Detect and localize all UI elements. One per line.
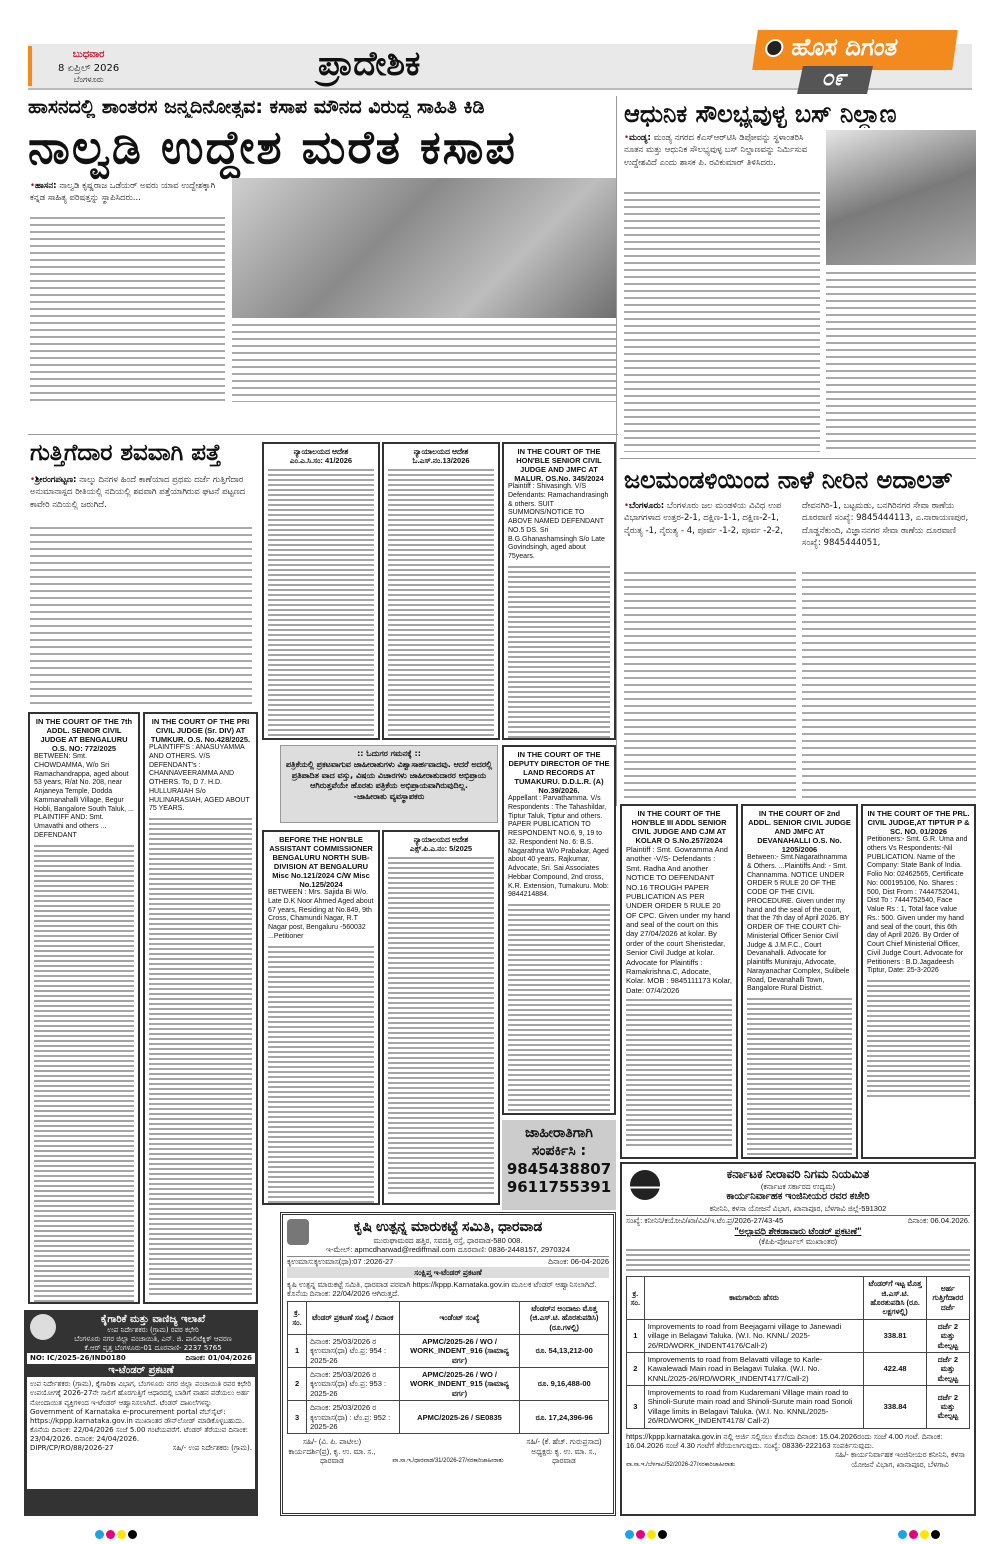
registration-dot (647, 1530, 656, 1539)
story2-lead: •ಶ್ರೀರಂಗಪಟ್ಟಣ: ನಾಲ್ಕು ದಿನಗಳ ಹಿಂದೆ ಕಾಣೆಯಾದ ಪ್ರಥಮ ದರ್ಜೆ ಗುತ್ತಿಗೆದಾರ ಅನುಮಾನಾಸ್ಪದ ರೀತಿಯಲ್ಲಿ ನದಿಯಲ್ಲಿ ಶವವಾಗಿ ಪತ್ತೆಯಾಗಿರುವ ಘಟನೆ ಪಟ್ಟಣದ ಕಾವೇರಿ ನದಿಯಲ್ಲಿ ಜರುಗಿದೆ. (30, 475, 246, 510)
bus-body-text-2 (826, 270, 976, 452)
apmc-contact: ಇ-ಮೇಲ್: apmcdharwad@rediffmail.com ದೂರವಾಣಿ: 0836-2448157, 2970324 (325, 1244, 571, 1254)
legal-notice-devanahalli: IN THE COURT OF 2nd ADDL. SENIOR CIVIL JUDGE AND JMFC AT DEVANAHALLI O.S. No. 1205/2006 Between:- Smt.Nagarathnamma & Others. ...Plaintiffs And: - Smt. Channamma. NOTICE UNDER ORDER 5 RULE 20 OF THE CODE OF THE CIVIL PROCEDURE. Given under my hand and the seal of the court, that the 7th day of April 2026. BY ORDER OF THE COURT Chi-Ministerial Officer Senior Civil Judge & J.M.F.C., Court Devanahalli. Advocate for plaintiffs Muniraju, Advocate, Narayanachar Complex, Sulibele Road, Devanahalli Town, Bangalore Rural District. (741, 804, 858, 1159)
column-header: ಟೆಂಡರ್‌ಗೆ ಇಟ್ಟ ಮೊತ್ತ ಜಿ.ಎಸ್.ಟಿ. ಹೊರತುಪಡಿಸಿ (ರೂ. ಲಕ್ಷಗಳಲ್ಲಿ) (864, 1277, 926, 1320)
legal-notice-tiptur: IN THE COURT OF THE PRL. CIVIL JUDGE,AT TIPTUR P & SC. NO. 01/2026 Petitioners:- Smt. G.R. Uma and others Vs Respondents:-Nil PUBLICATION. Name of the Company: State Bank of India. Folio No: 02462565, Certificate No: 000195106, No. Shares : 500, Dist From : 7444752041, Dist To : 7444752540, Face Value Rs : 1, Total face value Rs.: 500. Given under my hand and seal of the court, this 6th day of April 2026. By Order of Court Chief Ministerial Officer, Civil Judge Court. Advocate for Petitioners : B.D.Jagadeesh Tiptur, Date: 25-3-2026 (861, 804, 976, 1159)
table-row (627, 1386, 970, 1429)
story2-headline: ಗುತ್ತಿಗೆದಾರ ಶವವಾಗಿ ಪತ್ತೆ (30, 440, 222, 466)
bus-headline: ಆಧುನಿಕ ಸೌಲಭ್ಯವುಳ್ಳ ಬಸ್ ನಿಲ್ದಾಣ (624, 100, 897, 128)
story2-body-text (30, 525, 252, 705)
knnl-tender (620, 1162, 976, 1516)
table-cell: ರೂ. 54,13,212-00 (520, 1334, 609, 1367)
table-cell: 3 (288, 1401, 307, 1434)
paper-name: ಹೊಸ ದಿಗಂತ (789, 33, 900, 61)
apmc-address: ಮುರುಘಾಮಠದ ಹತ್ತಿರ, ಸವದತ್ತಿ ರಸ್ತೆ, ಧಾರವಾಡ-580 008. (373, 1235, 523, 1245)
table-cell: ದಿನಾಂಕ: 25/03/2026 ರ ಕೃಉಮಾಸ(ಧಾ) : ಟೆಂ.ಪ್ರ: 952 : 2025-26 (307, 1401, 400, 1434)
apmc-org: ಕೃಷಿ ಉತ್ಪನ್ನ ಮಾರುಕಟ್ಟೆ ಸಮಿತಿ, ಧಾರವಾಡ (353, 1218, 543, 1234)
knnl-org: ಕರ್ನಾಟಕ ನೀರಾವರಿ ನಿಗಮ ನಿಯಮಿತ (726, 1167, 870, 1181)
date-block (58, 48, 119, 86)
table-cell: APMC/2025-26 / WO / WORK_INDENT_915 (ಸಾಮಾನ್ಯ ವರ್ಗ) (399, 1368, 520, 1401)
registration-dot (95, 1530, 104, 1539)
print-registration-marks (625, 1524, 669, 1543)
print-registration-marks (95, 1524, 139, 1543)
knnl-ref: ಸಂಖ್ಯೆ: ಕನೀನಿನಿ/ಕಯೋವಿ/ಖಾ/ವಿವಿ/ಇ.ಟೆಂ.ಪ್ರ/2026-27/43-45 (626, 1216, 784, 1226)
table-cell: 422.48 (864, 1352, 926, 1385)
table-cell: Improvements to road from Belavatti village to Karle-Kawalewadi Main road in Belagavi Tulaka. (W.I. No. KNNL/2025-26/RD/WORK_INDENT4177/Call-2) (644, 1352, 864, 1385)
kannada-notice-2: ನ್ಯಾಯಾಲಯದ ಆದೇಶ ಓ.ಎಸ್.ನಂ.13/2026 (382, 442, 500, 740)
registration-dot (117, 1530, 126, 1539)
registration-dot (625, 1530, 634, 1539)
water-lead-2: ದೇವನಗಿರಿ-1, ಬಟ್ಟಮಡು, ಬನಗಿರಿನಗರ ಸೇವಾ ಠಾಣೆಯ ದೂರವಾಣಿ ಸಂಖ್ಯೆ: 9845444113, ಎ.ನಾರಾಯಣಪುರ, ದೊಡ್ಡನೆಕುಂದಿ, ವಿಜ್ಞಾನನಗರ ಸೇವಾ ಠಾಣೆಯ ದೂರವಾಣಿ ಸಂಖ್ಯೆ: 9845444051, (802, 501, 969, 548)
table-cell: 338.84 (864, 1386, 926, 1429)
main-kicker: ಹಾಸನದಲ್ಲಿ ಶಾಂತರಸ ಜನ್ಮದಿನೋತ್ಸವ: ಕಸಾಪ ಮೌನದ ವಿರುದ್ಧ ಸಾಹಿತಿ ಕಿಡಿ (28, 96, 485, 118)
bus-body-text (624, 190, 820, 452)
knnl-sign: ಸಹಿ/- ಕಾರ್ಯನಿರ್ವಾಹಕ ಇಂಜಿನೀಯರ ಕನೀನಿನಿ, ಕಳಸಾ ಯೋಜನೆ ವಿಭಾಗ, ಖಾನಾಪೂರ, ಬೆಳಗಾವಿ (835, 1450, 965, 1469)
apmc-table (287, 1301, 609, 1435)
table-cell: 2 (288, 1368, 307, 1401)
column-header: ಟೆಂಡರ್ ಪ್ರಕಟಣೆ ಸಂಖ್ಯೆ / ದಿನಾಂಕ (307, 1301, 400, 1334)
apmc-ref: ಕೃಉಮಾಸ:ಕೃಉಮಾಸ(ಧಾ):07 :2026-27 (287, 1257, 394, 1267)
knnl-office: ಕಾರ್ಯನಿರ್ವಾಹಕ ಇಂಜಿನೀಯರ ರವರ ಕಚೇರಿ (726, 1191, 870, 1203)
registration-dot (931, 1530, 940, 1539)
readers-notice (280, 745, 498, 823)
registration-dot (636, 1530, 645, 1539)
main-lead: •ಹಾಸನ: ನಾಲ್ವಡಿ ಕೃಷ್ಣರಾಜ ಒಡೆಯರ್ ಅವರು ಯಾವ ಉದ್ದೇಶಕ್ಕಾಗಿ ಕನ್ನಡ ಸಾಹಿತ್ಯ ಪರಿಷತ್ತನ್ನು ಸ್ಥಾಪಿಸಿದರು... (30, 181, 216, 204)
main-headline: ನಾಲ್ವಡಿ ಉದ್ದೇಶ ಮರೆತ ಕಸಾಪ (28, 120, 517, 174)
page-number: ೦೯ (797, 66, 873, 94)
table-header (288, 1301, 609, 1334)
main-body-text-2 (232, 322, 616, 402)
readers-notice-body: ಪತ್ರಿಕೆಯಲ್ಲಿ ಪ್ರಕಟವಾಗುವ ಜಾಹೀರಾತುಗಳು ವಿಶ್ವಾಸಾರ್ಹವಾದವು. ಆದರೆ ಅದರಲ್ಲಿ ಪ್ರತಿಪಾದಿತ ವಾದ ವಸ್ತು, ವಿಷಯ ವಿಚಾರಗಳು ಜಾಹೀರಾತುದಾರರ ಅಭಿಪ್ರಾಯ ಆಗಿರುತ್ತವೆಯೇ ಹೊರತು ಪತ್ರಿಕೆಯ ಅಭಿಪ್ರಾಯವಾಗಿರುವುದಿಲ್ಲ. (285, 759, 493, 791)
date: 8 ಏಪ್ರಿಲ್ 2026 (58, 62, 120, 74)
ad-contact-box (502, 1120, 616, 1210)
apmc-date: ದಿನಾಂಕ: 06-04-2026 (548, 1257, 609, 1267)
table-cell: ದರ್ಜೆ 2 ಮತ್ತು ಮೇಲ್ಪಟ್ಟ (926, 1386, 969, 1429)
column-header: ಅರ್ಹ ಗುತ್ತಿಗೆದಾರರ ದರ್ಜೆ (926, 1277, 969, 1320)
table-cell: Improvements to road from Beejagarni village to Janewadi village in Belagavi Taluka. (W.I. No. KNNL/ 2025-26/RD/WORK_INDENT4176/Call-2) (644, 1319, 864, 1352)
registration-dot (920, 1530, 929, 1539)
main-photo (232, 178, 616, 318)
industry-body: ಉಪ ನಿರ್ದೇಶಕರು (ಗ್ರಾಮ), ಕೈಗಾರಿಕಾ ವಿಭಾಗ, ಬೆಂಗಳೂರು ನಗರ ಜಿಲ್ಲಾ ಪಂಚಾಯಿತಿ ರವರ ಕಛೇರಿ ಉಪಯೋಗಕ್ಕೆ 2026-27ನೇ ಸಾಲಿಗೆ ಹೊರಗುತ್ತಿಗೆ ಆಧಾರದಲ್ಲಿ ಬಾಡಿಗೆ ವಾಹನ ಪಡೆಯಲು ಅರ್ಹ ನೋಂದಾಯಿತ ವ್ಯಕ್ತಿಗಳಿಂದ ಇ-ಟೆಂಡರ್ ಆಹ್ವಾನಿಸಲಾಗಿದೆ. ಟೆಂಡರ್ ದಾಖಲೆಗಳನ್ನು Government of Karnataka e-procurement portal ವೆಬ್‌ಸೈಟ್: https://kppp.karnataka.gov.in ಮುಖಾಂತರ ಡೌನ್‌ಲೋಡ್ ಮಾಡಿಕೊಳ್ಳಬಹುದು. ಕೊನೆಯ ದಿನಾಂಕ: 22/04/2026 ಸಂಜೆ 5.00 ಗಂಟೆಯವರೆಗೆ. ಟೆಂಡರ್ ತೆರೆಯುವ ದಿನಾಂಕ: 23/04/2026. ದಿನಾಂಕ: 24/04/2026. (30, 1380, 252, 1443)
water-lead: •ಬೆಂಗಳೂರು: ಬೆಂಗಳೂರು ಜಲ ಮಂಡಳಿಯ ವಿವಿಧ ಉಪ ವಿಭಾಗಗಳಾದ ಉತ್ತರ-2-1, ದಕ್ಷಿಣ-1-1, ದಕ್ಷಿಣ-2-1, ನೈರುತ್ಯ -1, ನೈರುತ್ಯ - 4, ಪೂರ್ವ -1-2, ಪೂರ್ವ -2-2, (624, 501, 783, 536)
knnl-address: ಕನೀನಿನಿ, ಕಳಸಾ ಯೋಜನೆ ವಿಭಾಗ, ಖಾನಾಪೂರ, ಬೆಳಗಾವಿ ಜಿಲ್ಲೆ-591302 (709, 1203, 887, 1213)
legal-notice-kolar: IN THE COURT OF THE HON'BLE III ADDL SENIOR CIVIL JUDGE AND CJM AT KOLAR O S.No.257/2024 Plaintiff : Smt. Gowramma And another -V/S- Defendants : Smt. Radha And another NOTICE TO DEFENDANT NO.16 TROUGH PAPER PUBLICATION AS PER UNDER ORDER 5 RULE 20 OF CPC. Given under my hand and seal of the court on this day 27/04/2026 at kolar. By order of the court Sheristedar, Senior Civil Judge at kolar. Advocate for Plaintiffs : Ramakrishna.C, Adocate, Kolar. MOB : 9845111173 Kolar, Date: 07/4/2026 (620, 804, 738, 1159)
readers-notice-title: :: ಓದುಗರ ಗಮನಕ್ಕೆ :: (357, 749, 421, 758)
registration-dot (658, 1530, 667, 1539)
table-cell: ದರ್ಜೆ 2 ಮತ್ತು ಮೇಲ್ಪಟ್ಟ (926, 1319, 969, 1352)
apmc-sign-left: ಸಹಿ/- (ವಿ. ಪಿ. ಪಾಟೀಲ) ಕಾರ್ಯದರ್ಶಿ(ಪ್ರ), ಕೃ. ಉ. ಮಾ. ಸ., ಧಾರವಾಡ (288, 1437, 376, 1465)
kannada-notice-3: ನ್ಯಾಯಾಲಯದ ಆದೇಶ ಎಕ್ಸ್.ಪಿ.ಎ.ನಂ: 5/2025 (382, 830, 500, 1205)
main-body-text (30, 215, 225, 403)
table-row (627, 1352, 970, 1385)
knnl-code: ವಾ.ಸಾ.ಇ./ಬೆಳಗಾವಿ/52/2026-27/ಸರಕಾರಿಜಾಹೀರಾತು (626, 1461, 736, 1468)
apmc-tender (280, 1212, 616, 1516)
column-header: ಟೆಂಡರ್‌ನ ಅಂದಾಜು ಮೊತ್ತ (ಜಿ.ಎಸ್.ಟಿ. ಹೊರತುಪಡಿಸಿ) (ರೂ.ಗಳಲ್ಲಿ) (520, 1301, 609, 1334)
table-cell: 1 (288, 1334, 307, 1367)
karnataka-emblem-icon (287, 1219, 309, 1245)
table-cell: APMC/2025-26 / SE0835 (399, 1401, 520, 1434)
registration-dot (909, 1530, 918, 1539)
knnl-date: ದಿನಾಂಕ: 06.04.2026. (907, 1216, 970, 1226)
table-cell: 3 (627, 1386, 645, 1429)
table-cell: ರೂ. 17,24,396-96 (520, 1401, 609, 1434)
table-cell: ದರ್ಜೆ 2 ಮತ್ತು ಮೇಲ್ಪಟ್ಟ (926, 1352, 969, 1385)
paper-logo (752, 30, 958, 70)
industry-title: ಇ-ಟೆಂಡರ್ ಪ್ರಕಟಣೆ (108, 1365, 174, 1377)
legal-notice-ddlr: IN THE COURT OF THE DEPUTY DIRECTOR OF THE LAND RECORDS AT TUMAKURU. D.D.L.R. (A) No.39/2026. Appellant : Parvathamma. V/s Respondents : The Tahashildar, Tiptur Taluk, Tiptur and others. PAPER PUBLICATION TO RESPONDENT NO.6, 9, 19 to 32. Respondent No. 6: B.S. Nagarathna W/o Prabakar, Aged about 40 years. Rajkumar, Advocate, Sri. Sai Associates Hebbar Compound, 2nd cross, K.R. Extension, Tumakuru. Mob: 9844214884. (502, 745, 616, 1115)
city: ಬೆಂಗಳೂರು (73, 75, 104, 84)
knnl-footer: https://kppp.karnataka.gov.in ನಲ್ಲಿ ಅರ್ಜಿ ಸಲ್ಲಿಸಲು ಕೊನೆಯ ದಿನಾಂಕ: 15.04.2026ರಂದು ಸಂಜೆ 4.00 ಗಂಟೆ. ದಿನಾಂಕ: 16.04.2026 ಸಂಜೆ 4.30 ಗಂಟೆಗೆ ತೆರೆಯಲಾಗುವುದು. ಸಂಖ್ಯೆ: 08336-222163 ಸಂಪರ್ಕಿಸುವುದು. (626, 1431, 943, 1450)
industry-date: ದಿನಾಂಕ: 01/04/2026 (185, 1354, 252, 1363)
day: ಬುಧವಾರ (72, 49, 105, 60)
knnl-table (626, 1276, 970, 1428)
registration-dot (128, 1530, 137, 1539)
table-cell: 2 (627, 1352, 645, 1385)
table-row (288, 1368, 609, 1401)
apmc-title: ಸಂಕ್ಷಿಪ್ತ ಇ-ಟೆಂಡರ್ ಪ್ರಕಟಣೆ (287, 1267, 609, 1278)
ad-phone-1: 9845438807 (506, 1160, 612, 1179)
industry-sign: ಸಹಿ/- ಉಪ ನಿರ್ದೇಶಕರು (ಗ್ರಾಮ). (172, 1444, 252, 1453)
column-header: ಕಾಮಗಾರಿಯ ಹೆಸರು (644, 1277, 864, 1320)
kannada-notice-1: ನ್ಯಾಯಾಲಯದ ಆದೇಶ ಎಂ.ಎ.ಸಿ.ಸಂ: 41/2026 (262, 442, 380, 740)
industry-dept: ಕೈಗಾರಿಕೆ ಮತ್ತು ವಾಣಿಜ್ಯ ಇಲಾಖೆ (100, 1314, 206, 1325)
section-title: ಪ್ರಾದೇಶಿಕ (318, 44, 421, 84)
logo-icon (764, 39, 785, 57)
table-cell: 1 (627, 1319, 645, 1352)
table-header (627, 1277, 970, 1320)
knnl-logo-icon (630, 1170, 660, 1200)
karnataka-emblem-icon (30, 1314, 56, 1340)
industry-no: NO: IC/2025-26/IND0180 (30, 1354, 126, 1363)
ad-contact-title: ಜಾಹೀರಾತಿಗಾಗಿ ಸಂಪರ್ಕಿಸಿ : (525, 1125, 593, 1160)
industry-tender (24, 1310, 258, 1516)
column-header: ಕ್ರ. ಸಂ. (288, 1301, 307, 1334)
legal-notice-assistant-commissioner: BEFORE THE HON'BLE ASSISTANT COMMISSIONER BENGALURU NORTH SUB-DIVISION AT BENGALURU Misc No.121/2024 C/W Misc No.125/2024 BETWEEN : Mrs. Sajida Bi W/o. Late D.K Noor Ahmed Aged about 67 years, Residing at No.849, 9th Cross, Chamundi Nagar, R.T Nagar post, Bengaluru -560032 ...Petitioner (262, 830, 380, 1205)
table-cell: APMC/2025-26 / WO / WORK_INDENT_916 (ಸಾಮಾನ್ಯ ವರ್ಗ) (399, 1334, 520, 1367)
ad-phone-2: 9611755391 (506, 1178, 612, 1197)
readers-notice-sign: -ಜಾಹೀರಾತು ವ್ಯವಸ್ಥಾಪಕರು (353, 792, 425, 802)
legal-notice-malur: IN THE COURT OF THE HON'BLE SENIOR CIVIL JUDGE AND JMFC AT MALUR. OS.No. 345/2024 Plaintiff : Shivasingh. V/S Defendants: Ramachandrasingh & others. SUIT SUMMONS/NOTICE TO ABOVE NAMED DEFENDANT NO.5 DS. Sri B.G.Ghanashamsingh S/o Late Govindsingh, aged about 75years. (502, 442, 616, 740)
table-cell: ರೂ. 9,16,488-00 (520, 1368, 609, 1401)
table-cell: Improvements to road from Kudaremani Village main road to Shinoli-Surute main road and Shinoli-Surute main road Sonoli Village limits in Belagavi Taluka. (W.I. No. KNNL/2025-26/RD/WORK_INDENT4178/ Call-2) (644, 1386, 864, 1429)
knnl-title: "ಅಲ್ಪಾವಧಿ ಶೇಕಡಾವಾರು ಟೆಂಡರ್ ಪ್ರಕಟಣೆ" (734, 1225, 862, 1236)
registration-dot (106, 1530, 115, 1539)
water-body-text-2 (802, 570, 976, 798)
table-row (288, 1401, 609, 1434)
knnl-subtitle: (ಕೆಪಿಪಿ-ಪೋರ್ಟಲ್ ಮುಖಾಂತರ) (758, 1236, 838, 1246)
industry-address: ಬೆಂಗಳೂರು ನಗರ ಜಿಲ್ಲಾ ಪಂಚಾಯಿತಿ, ಎನ್. ಜಿ. ಪಾಲಿಟೆಕ್ನಿಕ್ ಆವರಣ (74, 1335, 232, 1344)
legal-notice-bengaluru: IN THE COURT OF THE 7th ADDL. SENIOR CIVIL JUDGE AT BENGALURU O.S. NO: 772/2025 BETWEEN: Smt. CHOWDAMMA, W/o Sri Ramachandrappa, aged about 53 years, R/at No. 208, near Anjaneya Temple, Dodda Kammanahalli Village, Begur Hobli, Bangalore South Taluk, ... PLAINTIFF AND: Smt. Umavathi and others ... DEFENDANT (28, 712, 140, 1304)
table-cell: ದಿನಾಂಕ: 25/03/2026 ರ ಕೃಉಮಾಸ(ಧಾ) ಟೆಂ.ಪ್ರ: 953 : 2025-26 (307, 1368, 400, 1401)
legal-notice-tumkur: IN THE COURT OF THE PRI CIVIL JUDGE (Sr. DIV) AT TUMKUR. O.S. No.428/2025. PLAINTIFF'S : ANASUYAMMA AND OTHERS. V/S DEFENDANT's : CHANNAVEERAMMA AND OTHERS. To, D 7. H.D. HULLURAIAH S/o HULINARASIAH, AGED ABOUT 75 YEARS. (143, 712, 258, 1304)
water-headline: ಜಲಮಂಡಳಿಯಿಂದ ನಾಳೆ ನೀರಿನ ಅದಾಲತ್ (624, 466, 953, 494)
industry-phone: ಕೆ.ಆರ್ ವೃತ್ತ ಬೆಂಗಳೂರು-01 ದೂರವಾಣಿ- 2237 5765 (84, 1344, 222, 1353)
apmc-body: ಕೃಷಿ ಉತ್ಪನ್ನ ಮಾರುಕಟ್ಟೆ ಸಮಿತಿ, ಧಾರವಾಡ ಪರವಾಗಿ https://kppp.Karnataka.gov.in ಮೂಲಕ ಟೆಂಡರ್ ಆಹ್ವಾನಿಸಲಾಗಿದೆ. ಕೊನೆಯ ದಿನಾಂಕ: 22/04/2026 ಆಗಿರುತ್ತದೆ. (287, 1280, 597, 1299)
column-header: ಕ್ರ. ಸಂ. (627, 1277, 645, 1320)
table-row (627, 1319, 970, 1352)
bus-photo (826, 130, 976, 265)
print-registration-marks (898, 1524, 942, 1543)
knnl-sub: (ಕರ್ನಾಟಕ ಸರ್ಕಾರದ ಉದ್ಯಮ) (760, 1182, 836, 1191)
water-body-text (624, 570, 796, 798)
apmc-sign-right: ಸಹಿ/- (ಕೆ. ಹೆಚ್. ಗುರುಪ್ರಸಾದ) ಅಧ್ಯಕ್ಷರು ಕೃ. ಉ. ಮಾ. ಸ., ಧಾರವಾಡ (526, 1437, 602, 1465)
registration-dot (898, 1530, 907, 1539)
bus-lead: •ಮಂಡ್ಯ: ಮಂಡ್ಯ ನಗರದ ಕೆಎಸ್‌ಆರ್‌ಟಿಸಿ ಡಿಪೋವನ್ನು ಸ್ಥಳಾಂತರಿಸಿ ನೂತನ ಮತ್ತು ಆಧುನಿಕ ಸೌಲಭ್ಯವುಳ್ಳ ಬಸ್ ನಿಲ್ದಾಣವನ್ನು ನಿರ್ಮಿಸುವ ಉದ್ದೇಶವಿದೆ ಎಂದು ಶಾಸಕ ಪಿ. ರವಿಕುಮಾರ್ ತಿಳಿಸಿದರು. (624, 133, 808, 168)
table-cell: 338.81 (864, 1319, 926, 1352)
accent-bar (28, 46, 32, 86)
industry-office: ಉಪ ನಿರ್ದೇಶಕರು (ಗ್ರಾಮ) ರವರ ಕಛೇರಿ (107, 1326, 199, 1334)
column-header: ಇಂಡೆಂಟ್ ಸಂಖ್ಯೆ (399, 1301, 520, 1334)
table-row (288, 1334, 609, 1367)
table-cell: ದಿನಾಂಕ: 25/03/2026 ರ ಕೃಉಮಾಸ(ಧಾ) ಟೆಂ.ಪ್ರ: 954 : 2025-26 (307, 1334, 400, 1367)
apmc-code: ವಾ.ಸಾ.ಇ./ಧಾರವಾಡ/31/2026-27/ಸರಕಾರಿಜಾಹೀರಾತು (392, 1457, 504, 1464)
industry-code: DIPR/CP/RO/88/2026-27 (30, 1444, 114, 1453)
